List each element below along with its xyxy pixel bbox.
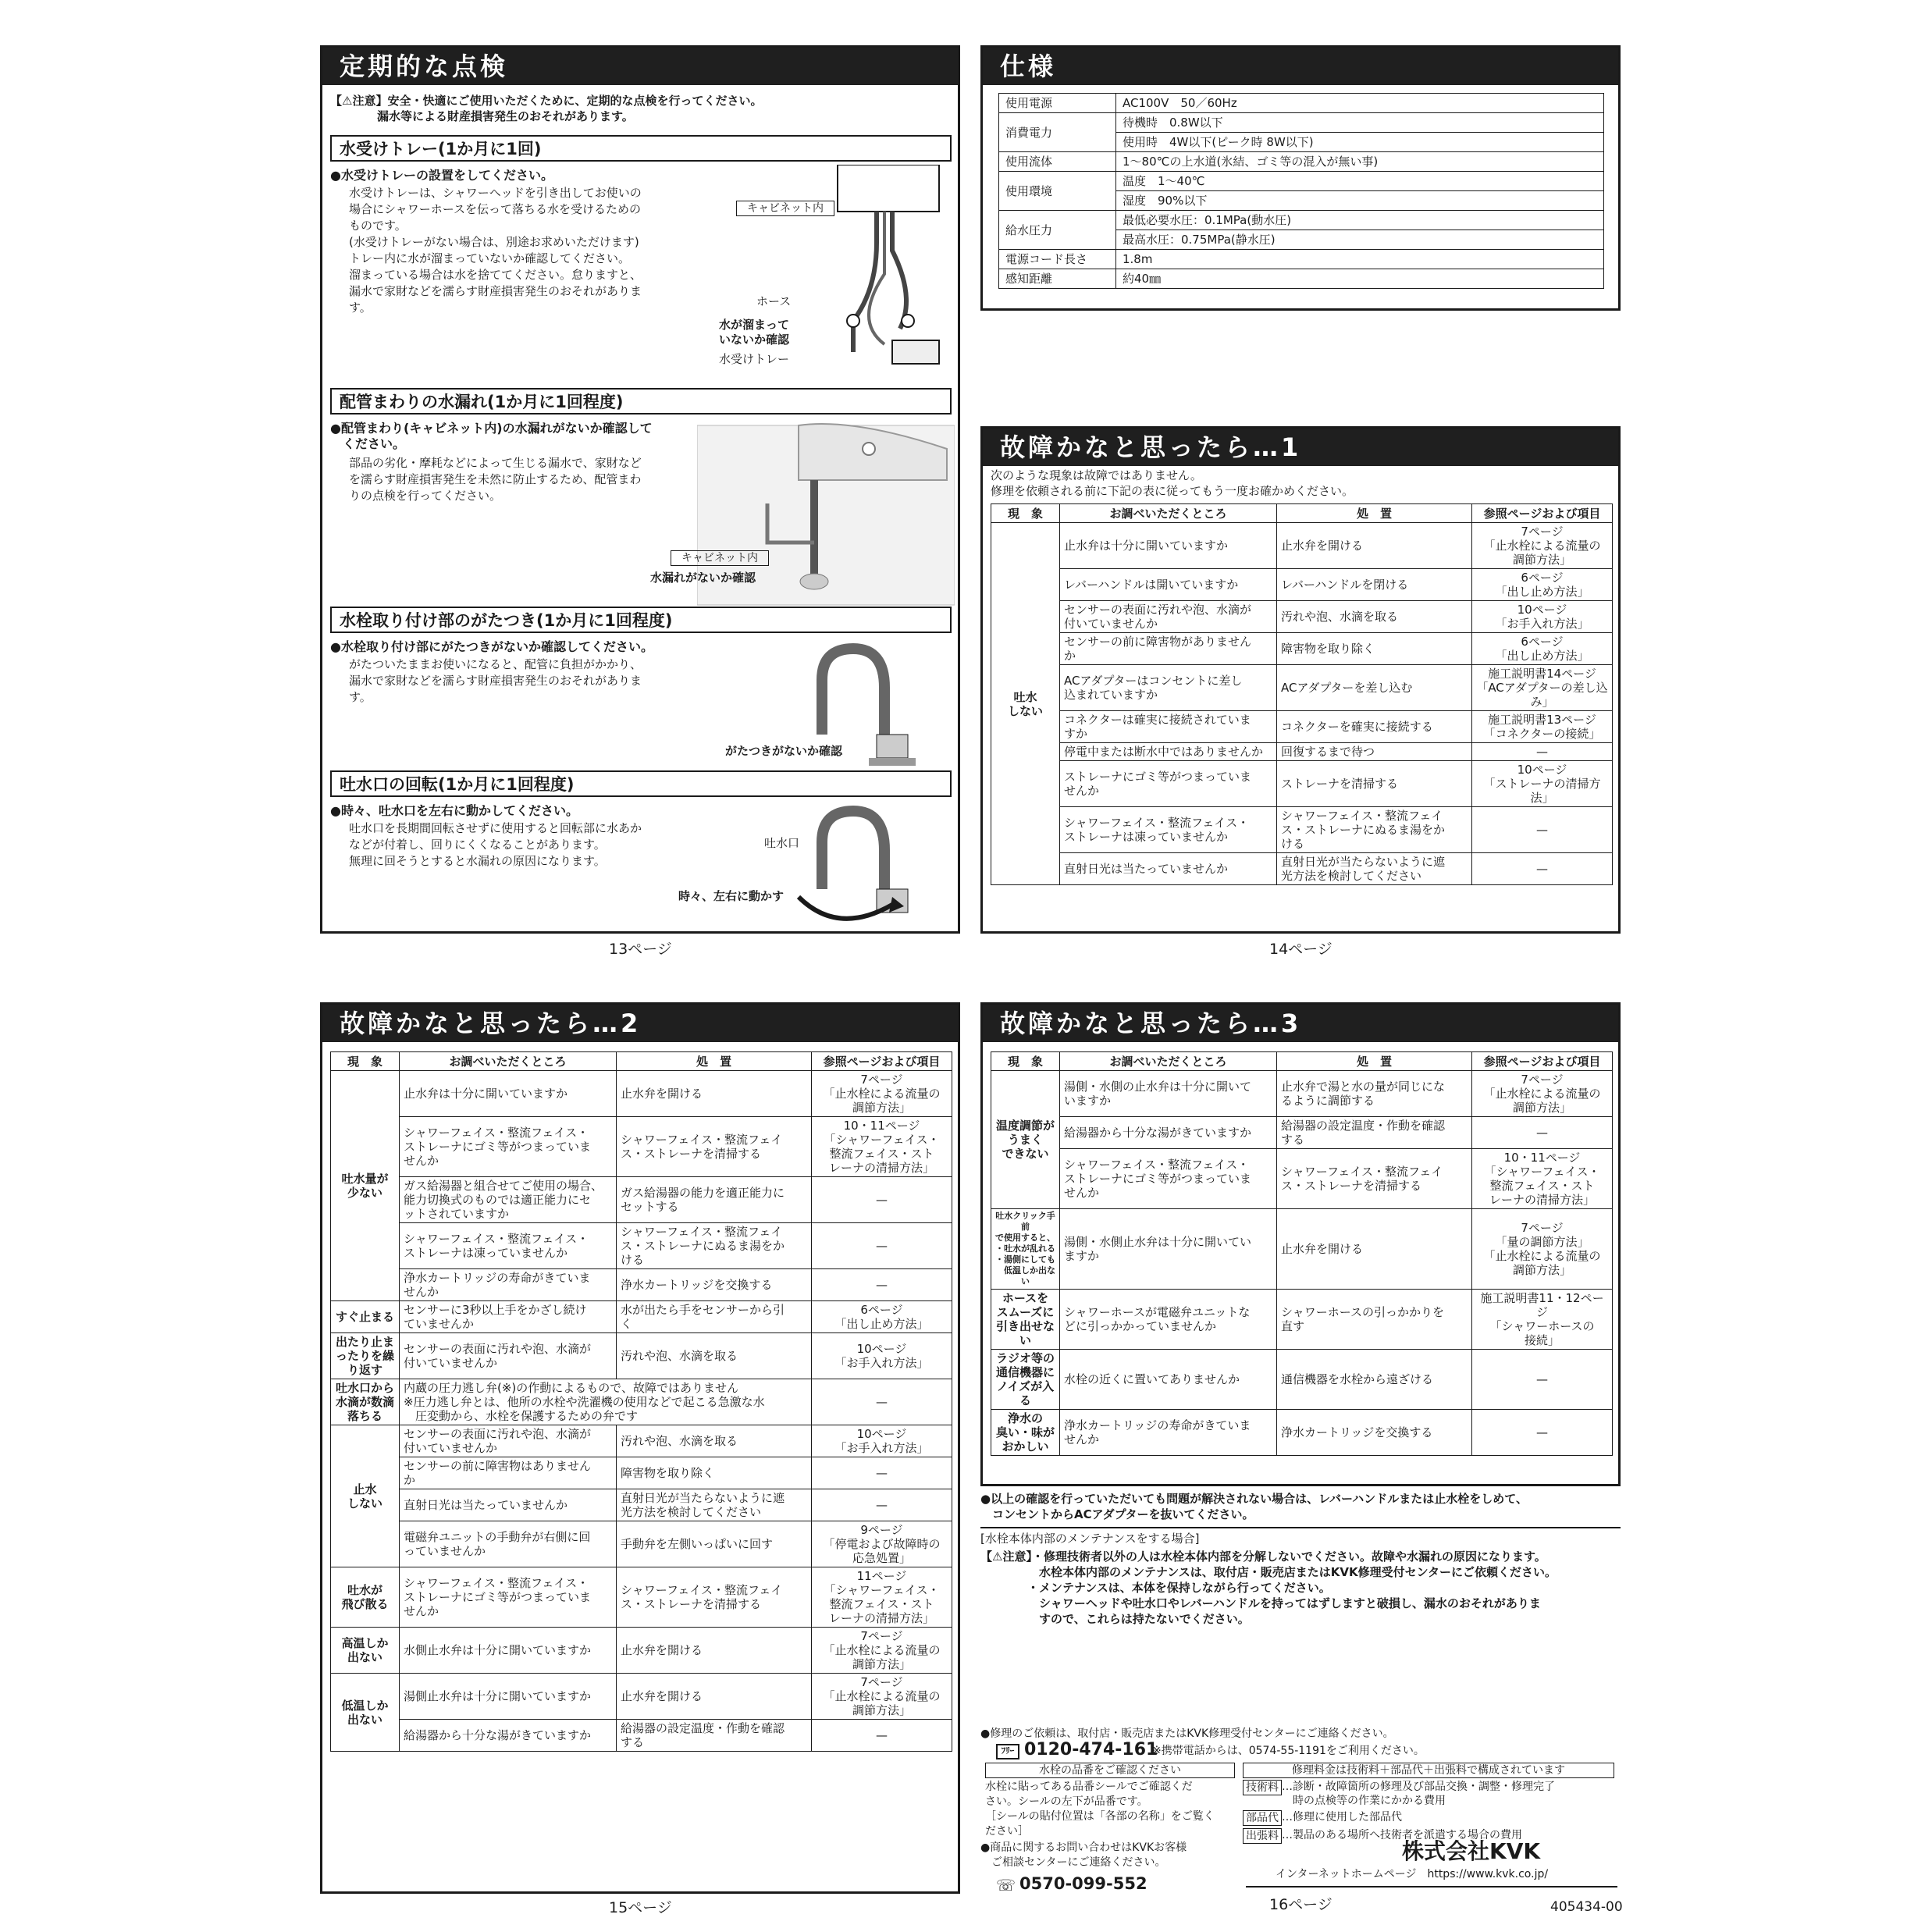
trouble3-title: 故障かなと思ったら…3 (983, 1005, 1618, 1042)
table-row (331, 1425, 952, 1457)
phone-icon: ☏ (996, 1876, 1016, 1895)
spec-value: 最低必要水圧：0.1MPa(動水圧) (1116, 211, 1604, 230)
column-header: 参照ページおよび項目 (1472, 504, 1613, 523)
p16-after-note: ●以上の確認を行っていただいても問題が解決されない場合は、レバーハンドルまたは止水栓をしめて、 コンセントからACアダプターを抜いてください。 (980, 1492, 1528, 1521)
action-cell: シャワーフェイス・整流フェイ ス・ストレーナを清掃する (1277, 1149, 1472, 1209)
fee-row (1243, 1810, 1617, 1826)
page-16-number: 16ページ (1269, 1896, 1332, 1913)
check-cell: 湯側・水側止水弁は十分に開いてい ますか (1060, 1209, 1277, 1290)
table-row (991, 569, 1613, 601)
phenomenon-cell: 出たり止ま ったりを繰 り返す (331, 1333, 400, 1379)
spec-label: 電源コード長さ (999, 250, 1116, 269)
reference-cell: — (1472, 1410, 1613, 1456)
action-cell: 水が出たら手をセンサーから引 く (617, 1301, 812, 1333)
check-cell: 止水弁は十分に開いていますか (1060, 523, 1277, 569)
action-cell: 障害物を取り除く (617, 1457, 812, 1489)
trouble1-intro: 次のような現象は故障ではありません。 修理を依頼される前に下記の表に従ってもう一度お確かめください。 (991, 468, 1354, 498)
reference-cell: 10・11ページ 「シャワーフェイス・ 整流フェイス・スト レーナの清掃方法」 (1472, 1149, 1613, 1209)
reference-cell: — (812, 1489, 952, 1521)
table-row (331, 1674, 952, 1720)
p16-maint-text: 【⚠注意】・修理技術者以外の人は水栓本体内部を分解しないでください。故障や水漏れの原因になります。 水栓本体内部のメンテナンスは、取付店・販売店またはKVK修理受付センターにご依頼ください。 ・メンテナンスは、本体を保持しながら行ってください。 シャワーヘッドや吐水口やレバーハンドルを持ってはずしますと破損し、漏水のおそれがありま すので、これらは持たないでください。 (980, 1550, 1557, 1626)
p16-inquiry-text: ●商品に関するお問い合わせはKVKお客様 ご相談センターにご連絡ください。 (980, 1841, 1187, 1869)
reference-cell: 7ページ 「止水栓による流量の 調節方法」 (1472, 523, 1613, 569)
action-cell: ストレーナを清掃する (1277, 761, 1472, 807)
free-dial-icon: ﾌﾘｰ (996, 1744, 1019, 1759)
table-row (991, 853, 1613, 885)
p13-hose-label: ホース (756, 294, 792, 308)
action-cell: 直射日光が当たらないように遮 光方法を検討してください (617, 1489, 812, 1521)
action-cell: レバーハンドルを閉ける (1277, 569, 1472, 601)
check-cell: シャワーフェイス・整流フェイス・ ストレーナにゴミ等がつまっていま せんか (1060, 1149, 1277, 1209)
table-row (331, 1521, 952, 1567)
table-row (331, 1333, 952, 1379)
check-cell: 浄水カートリッジの寿命がきていま せんか (400, 1269, 617, 1301)
p13-section-piping-text: 部品の劣化・摩耗などによって生じる漏水で、家財など を濡らす財産損害発生を未然に防止するため、配管まわ りの点検を行ってください。 (349, 456, 642, 503)
p13-section-spout-bullet: ●時々、吐水口を左右に動かしてください。 (330, 803, 578, 818)
check-cell: 停電中または断水中ではありませんか (1060, 743, 1277, 761)
column-header: お調べいただくところ (400, 1052, 617, 1071)
reference-cell: 7ページ 「止水栓による流量の 調節方法」 (812, 1071, 952, 1117)
table-row (991, 1149, 1613, 1209)
action-cell: 止水弁を開ける (617, 1071, 812, 1117)
p16-footer-line (1246, 1886, 1617, 1888)
table-row (991, 633, 1613, 665)
spec-label: 消費電力 (999, 113, 1116, 152)
fee-tag: 部品代 (1243, 1810, 1282, 1826)
table-row (991, 743, 1613, 761)
action-cell: 直射日光が当たらないように遮 光方法を検討してください (1277, 853, 1472, 885)
reference-cell: 7ページ 「量の調節方法」 「止水栓による流量の 調節方法」 (1472, 1209, 1613, 1290)
action-cell: 給湯器の設定温度・作動を確認 する (617, 1720, 812, 1752)
action-cell: 止水弁を開ける (617, 1674, 812, 1720)
action-cell: 回復するまで待つ (1277, 743, 1472, 761)
page-13-panel (320, 45, 960, 934)
spec-row (999, 94, 1604, 113)
trouble1-title: 故障かなと思ったら…1 (983, 429, 1618, 466)
phenomenon-cell: 低温しか 出ない (331, 1674, 400, 1752)
trouble2-title: 故障かなと思ったら…2 (322, 1005, 958, 1042)
trouble1-panel (980, 426, 1621, 934)
p13-wobble-check-label: がたつきがないか確認 (725, 744, 843, 758)
column-header: 処 置 (617, 1052, 812, 1071)
action-cell: 給湯器の設定温度・作動を確認 する (1277, 1117, 1472, 1149)
p13-tray-label: 水受けトレー (719, 352, 790, 366)
action-cell: 汚れや泡、水滴を取る (1277, 601, 1472, 633)
table-row (991, 711, 1613, 743)
table-row (331, 1177, 952, 1223)
check-cell: 給湯器から十分な湯がきていますか (400, 1720, 617, 1752)
p13-section-wobble-title: 水栓取り付け部のがたつき(1か月に1回程度) (330, 607, 952, 633)
action-cell: 止水弁を開ける (1277, 1209, 1472, 1290)
table-row (331, 1071, 952, 1117)
action-cell: シャワーフェイス・整流フェイ ス・ストレーナを清掃する (617, 1567, 812, 1628)
column-header: 処 置 (1277, 1052, 1472, 1071)
table-row (991, 761, 1613, 807)
faucet-illustration-1 (791, 641, 947, 781)
check-cell: センサーに3秒以上手をかざし続け ていませんか (400, 1301, 617, 1333)
check-cell: 水栓の近くに置いてありませんか (1060, 1350, 1277, 1410)
fee-description: …製品のある場所へ技術者を派遣する場合の費用 (1282, 1829, 1522, 1841)
table-row (991, 807, 1613, 853)
column-header: 参照ページおよび項目 (1472, 1052, 1613, 1071)
fee-description: …修理に使用した部品代 (1282, 1811, 1402, 1823)
check-cell: シャワーフェイス・整流フェイス・ ストレーナにゴミ等がつまっていま せんか (400, 1117, 617, 1177)
spec-title: 仕様 (983, 48, 1618, 85)
action-cell: コネクターを確実に接続する (1277, 711, 1472, 743)
phenomenon-cell: 温度調節が うまく できない (991, 1071, 1060, 1209)
phenomenon-cell: 止水 しない (331, 1425, 400, 1567)
check-cell: コネクターは確実に接続されていま すか (1060, 711, 1277, 743)
spec-value: 最高水圧：0.75MPa(静水圧) (1116, 230, 1604, 250)
column-header: お調べいただくところ (1060, 504, 1277, 523)
table-row (991, 1117, 1613, 1149)
reference-cell: — (1472, 1117, 1613, 1149)
p16-partno-text: 水栓に貼ってある品番シールでご確認くだ さい。シールの左下が品番です。 ［シールの貼付位置は「各部の名称」をご覧く ださい］ (985, 1781, 1215, 1838)
action-cell: シャワーフェイス・整流フェイ ス・ストレーナにぬるま湯をか ける (1277, 807, 1472, 853)
action-cell: 止水弁で湯と水の量が同じにな るように調節する (1277, 1071, 1472, 1117)
table-row (991, 1290, 1613, 1350)
page-13-number: 13ページ (609, 941, 672, 958)
table-row (331, 1223, 952, 1269)
p13-section-tray-title: 水受けトレー(1か月に1回) (330, 135, 952, 162)
reference-cell: — (812, 1223, 952, 1269)
check-cell: 直射日光は当たっていませんか (1060, 853, 1277, 885)
check-cell: シャワーフェイス・整流フェイス・ ストレーナにゴミ等がつまっていま せんか (400, 1567, 617, 1628)
spec-value: 待機時 0.8W以下 (1116, 113, 1604, 133)
phenomenon-cell: ホースを スムーズに 引き出せない (991, 1290, 1060, 1350)
action-cell: 汚れや泡、水滴を取る (617, 1425, 812, 1457)
p16-fee-list (1243, 1780, 1617, 1846)
phenomenon-cell: 吐水が 飛び散る (331, 1567, 400, 1628)
reference-cell: 10ページ 「ストレーナの清掃方法」 (1472, 761, 1613, 807)
action-cell: シャワーフェイス・整流フェイ ス・ストレーナにぬるま湯をか ける (617, 1223, 812, 1269)
table-row (991, 523, 1613, 569)
trouble2-panel (320, 1002, 960, 1894)
table-row (331, 1379, 952, 1425)
spec-row (999, 113, 1604, 133)
trouble2-table (330, 1051, 952, 1752)
phenomenon-cell: 吐水口から 水滴が数滴 落ちる (331, 1379, 400, 1425)
p13-section-spout-title: 吐水口の回転(1か月に1回程度) (330, 770, 952, 797)
p16-divider (980, 1527, 1621, 1528)
fee-tag: 技術料 (1243, 1780, 1282, 1795)
page-15-number: 15ページ (609, 1899, 672, 1916)
fee-tag: 出張料 (1243, 1828, 1282, 1844)
check-cell: 湯側止水弁は十分に開いていますか (400, 1674, 617, 1720)
phenomenon-cell: 浄水の 臭い・味が おかしい (991, 1410, 1060, 1456)
check-cell: センサーの表面に汚れや泡、水滴が 付いていませんか (400, 1425, 617, 1457)
check-cell: 浄水カートリッジの寿命がきていま せんか (1060, 1410, 1277, 1456)
reference-cell: 施工説明書11・12ページ 「シャワーホースの 接続」 (1472, 1290, 1613, 1350)
action-cell: 浄水カートリッジを交換する (617, 1269, 812, 1301)
table-header-row (991, 504, 1613, 523)
check-cell: ガス給湯器と組合せてご使用の場合、 能力切換式のものでは適正能力にセ ットされていますか (400, 1177, 617, 1223)
reference-cell: 施工説明書13ページ 「コネクターの接続」 (1472, 711, 1613, 743)
reference-cell: — (1472, 807, 1613, 853)
action-cell: 浄水カートリッジを交換する (1277, 1410, 1472, 1456)
check-cell: ACアダプターはコンセントに差し 込まれていますか (1060, 665, 1277, 711)
faucet-illustration-2 (791, 803, 947, 936)
p13-spout-label: 吐水口 (764, 836, 800, 850)
table-row (331, 1489, 952, 1521)
check-cell: シャワーフェイス・整流フェイス・ ストレーナは凍っていませんか (400, 1223, 617, 1269)
p16-partno-title: 水栓の品番をご確認ください (985, 1763, 1235, 1778)
action-cell: ACアダプターを差し込む (1277, 665, 1472, 711)
reference-cell: — (1472, 853, 1613, 885)
reference-cell: 11ページ 「シャワーフェイス・ 整流フェイス・スト レーナの清掃方法」 (812, 1567, 952, 1628)
reference-cell: 7ページ 「止水栓による流量の 調節方法」 (812, 1628, 952, 1674)
reference-cell: 10ページ 「お手入れ方法」 (812, 1425, 952, 1457)
table-row (331, 1628, 952, 1674)
action-cell: 汚れや泡、水滴を取る (617, 1333, 812, 1379)
phenomenon-cell: 吐水クリック手前 で使用すると、 ・吐水が乱れる ・湯側にしても 低温しか出ない (991, 1209, 1060, 1290)
spec-value: AC100V 50／60Hz (1116, 94, 1604, 113)
reference-cell: 9ページ 「停電および故障時の 応急処置」 (812, 1521, 952, 1567)
p13-section-wobble-text: がたついたままお使いになると、配管に負担がかかり、 漏水で家財などを濡らす財産損害発生のおそれがありま す。 (349, 657, 642, 704)
table-row (991, 1209, 1613, 1290)
reference-cell: — (812, 1177, 952, 1223)
action-cell: シャワーフェイス・整流フェイ ス・ストレーナを清掃する (617, 1117, 812, 1177)
p13-cabinet-label-1: キャビネット内 (736, 201, 834, 216)
column-header: 処 置 (1277, 504, 1472, 523)
column-header: 参照ページおよび項目 (812, 1052, 952, 1071)
p13-section-piping-bullet: ●配管まわり(キャビネット内)の水漏れがないか確認して ください。 (330, 421, 653, 451)
phenomenon-cell: 吐水 しない (991, 523, 1060, 885)
p13-section-tray-text: 水受けトレーは、シャワーヘッドを引き出してお使いの 場合にシャワーホースを伝って落ちる水を受けるための ものです。 (水受けトレーがない場合は、別途お求めいただけます) トレー内に水が溜まっていないか確認してください。 溜まっている場合は水を捨ててください。怠りますと、 漏水で家財などを濡らす財産損害発生のおそれがありま す。 (349, 186, 642, 315)
spec-row (999, 250, 1604, 269)
phenomenon-cell: 吐水量が 少ない (331, 1071, 400, 1301)
action-cell: 障害物を取り除く (1277, 633, 1472, 665)
check-cell: ストレーナにゴミ等がつまっていま せんか (1060, 761, 1277, 807)
p13-section-tray-bullet: ●水受けトレーの設置をしてください。 (330, 168, 553, 183)
p16-phone1: 0120-474-161 (1024, 1740, 1158, 1759)
table-row (331, 1269, 952, 1301)
column-header: 現 象 (991, 504, 1060, 523)
spec-value: 湿度 90%以下 (1116, 191, 1604, 211)
check-cell: シャワーフェイス・整流フェイス・ ストレーナは凍っていませんか (1060, 807, 1277, 853)
reference-cell: — (812, 1457, 952, 1489)
reference-cell: — (1472, 1350, 1613, 1410)
reference-cell: — (812, 1720, 952, 1752)
table-header-row (331, 1052, 952, 1071)
table-row (991, 1350, 1613, 1410)
p13-section-wobble-bullet: ●水栓取り付け部にがたつきがないか確認してください。 (330, 639, 653, 654)
phenomenon-cell: 高温しか 出ない (331, 1628, 400, 1674)
company-website: インターネットホームページ https://www.kvk.co.jp/ (1276, 1868, 1549, 1880)
check-cell: センサーの前に障害物がありません か (1060, 633, 1277, 665)
page-14-number: 14ページ (1269, 941, 1332, 958)
table-row (991, 665, 1613, 711)
column-header: お調べいただくところ (1060, 1052, 1277, 1071)
check-cell: 直射日光は当たっていませんか (400, 1489, 617, 1521)
check-cell: センサーの表面に汚れや泡、水滴が 付いていませんか (1060, 601, 1277, 633)
spec-label: 使用環境 (999, 172, 1116, 211)
table-row (331, 1457, 952, 1489)
p13-leak-check-label: 水漏れがないか確認 (650, 571, 756, 585)
reference-cell: — (812, 1269, 952, 1301)
trouble3-table (991, 1051, 1613, 1456)
action-cell: 通信機器を水栓から遠ざける (1277, 1350, 1472, 1410)
p16-phone2: 0570-099-552 (1019, 1874, 1147, 1893)
p16-repair-text: ●修理のご依頼は、取付店・販売店またはKVK修理受付センターにご連絡ください。 (980, 1727, 1394, 1740)
p13-cabinet-label-2: キャビネット内 (671, 550, 769, 566)
reference-cell: 6ページ 「出し止め方法」 (812, 1301, 952, 1333)
p16-fee-title: 修理料金は技術料＋部品代＋出張料で構成されています (1243, 1763, 1614, 1778)
reference-cell: 7ページ 「止水栓による流量の 調節方法」 (812, 1674, 952, 1720)
table-row (331, 1720, 952, 1752)
column-header: 現 象 (331, 1052, 400, 1071)
check-cell: センサーの表面に汚れや泡、水滴が 付いていませんか (400, 1333, 617, 1379)
spec-label: 感知距離 (999, 269, 1116, 289)
action-cell: 止水弁を開ける (617, 1628, 812, 1674)
check-cell: 止水弁は十分に開いていますか (400, 1071, 617, 1117)
company-logo: 株式会社KVK (1402, 1838, 1541, 1864)
p13-water-check-label: 水が溜まって いないか確認 (719, 318, 790, 347)
spec-row (999, 152, 1604, 172)
p13-section-spout-text: 吐水口を長期間回転させずに使用すると回転部に水あか などが付着し、回りにくくなることがあります。 無理に回そうとすると水漏れの原因になります。 (349, 821, 642, 868)
action-cell: 止水弁を開ける (1277, 523, 1472, 569)
spec-panel (980, 45, 1621, 311)
action-cell: ガス給湯器の能力を適正能力に セットする (617, 1177, 812, 1223)
p13-section-piping-title: 配管まわりの水漏れ(1か月に1回程度) (330, 388, 952, 415)
table-row (991, 1071, 1613, 1117)
spec-row (999, 211, 1604, 230)
table-row (991, 601, 1613, 633)
reference-cell: — (1472, 743, 1613, 761)
reference-cell: 10・11ページ 「シャワーフェイス・ 整流フェイス・スト レーナの清掃方法」 (812, 1117, 952, 1177)
p13-notice: 【⚠注意】安全・快適にご使用いただくために、定期的な点検を行ってください。 漏水等による財産損害発生のおそれがあります。 (330, 94, 763, 123)
spec-row (999, 269, 1604, 289)
spec-value: 1.8m (1116, 250, 1604, 269)
column-header: 現 象 (991, 1052, 1060, 1071)
reference-cell: 10ページ 「お手入れ方法」 (1472, 601, 1613, 633)
trouble3-panel (980, 1002, 1621, 1486)
trouble1-table (991, 503, 1613, 885)
check-cell: 電磁弁ユニットの手動弁が右側に回 っていませんか (400, 1521, 617, 1567)
action-cell: シャワーホースの引っかかりを 直す (1277, 1290, 1472, 1350)
check-cell: シャワーホースが電磁弁ユニットな どに引っかかっていませんか (1060, 1290, 1277, 1350)
fee-description: …診断・故障箇所の修理及び部品交換・調整・修理完了 時の点検等の作業にかかる費用 (1282, 1781, 1555, 1807)
check-cell: センサーの前に障害物はありません か (400, 1457, 617, 1489)
spec-value: 約40㎜ (1116, 269, 1604, 289)
spec-row (999, 172, 1604, 191)
doc-number: 405434-00 (1550, 1899, 1623, 1915)
fee-row (1243, 1780, 1617, 1808)
spec-label: 使用電源 (999, 94, 1116, 113)
reference-cell: 6ページ 「出し止め方法」 (1472, 633, 1613, 665)
p13-move-label: 時々、左右に動かす (678, 889, 785, 903)
table-header-row (991, 1052, 1613, 1071)
table-row (331, 1117, 952, 1177)
spec-label: 給水圧力 (999, 211, 1116, 250)
p16-maint-title: [水栓本体内部のメンテナンスをする場合] (980, 1532, 1200, 1546)
table-row (331, 1567, 952, 1628)
merged-note-cell: 内蔵の圧力逃し弁(※)の作動によるもので、故障ではありません ※圧力逃し弁とは、他所の水栓や洗濯機の使用などで起こる急激な水 圧変動から、水栓を保護するための弁です (400, 1379, 812, 1425)
reference-cell: 7ページ 「止水栓による流量の 調節方法」 (1472, 1071, 1613, 1117)
reference-cell: 10ページ 「お手入れ方法」 (812, 1333, 952, 1379)
table-row (331, 1301, 952, 1333)
spec-table (998, 93, 1604, 289)
page-13-title: 定期的な点検 (322, 48, 958, 85)
reference-cell: — (812, 1379, 952, 1425)
check-cell: 給湯器から十分な湯がきていますか (1060, 1117, 1277, 1149)
spec-value: 1～80℃の上水道(氷結、ゴミ等の混入が無い事) (1116, 152, 1604, 172)
check-cell: 水側止水弁は十分に開いていますか (400, 1628, 617, 1674)
phenomenon-cell: ラジオ等の 通信機器に ノイズが入る (991, 1350, 1060, 1410)
check-cell: レバーハンドルは開いていますか (1060, 569, 1277, 601)
phenomenon-cell: すぐ止まる (331, 1301, 400, 1333)
action-cell: 手動弁を左側いっぱいに回す (617, 1521, 812, 1567)
check-cell: 湯側・水側の止水弁は十分に開いて いますか (1060, 1071, 1277, 1117)
spec-value: 使用時 4W以下(ピーク時 8W以下) (1116, 133, 1604, 152)
spec-label: 使用流体 (999, 152, 1116, 172)
spec-value: 温度 1～40℃ (1116, 172, 1604, 191)
p16-phone1-note: ※携帯電話からは、0574-55-1191をご利用ください。 (1152, 1745, 1425, 1757)
reference-cell: 6ページ 「出し止め方法」 (1472, 569, 1613, 601)
table-row (991, 1410, 1613, 1456)
reference-cell: 施工説明書14ページ 「ACアダプターの差し込み」 (1472, 665, 1613, 711)
